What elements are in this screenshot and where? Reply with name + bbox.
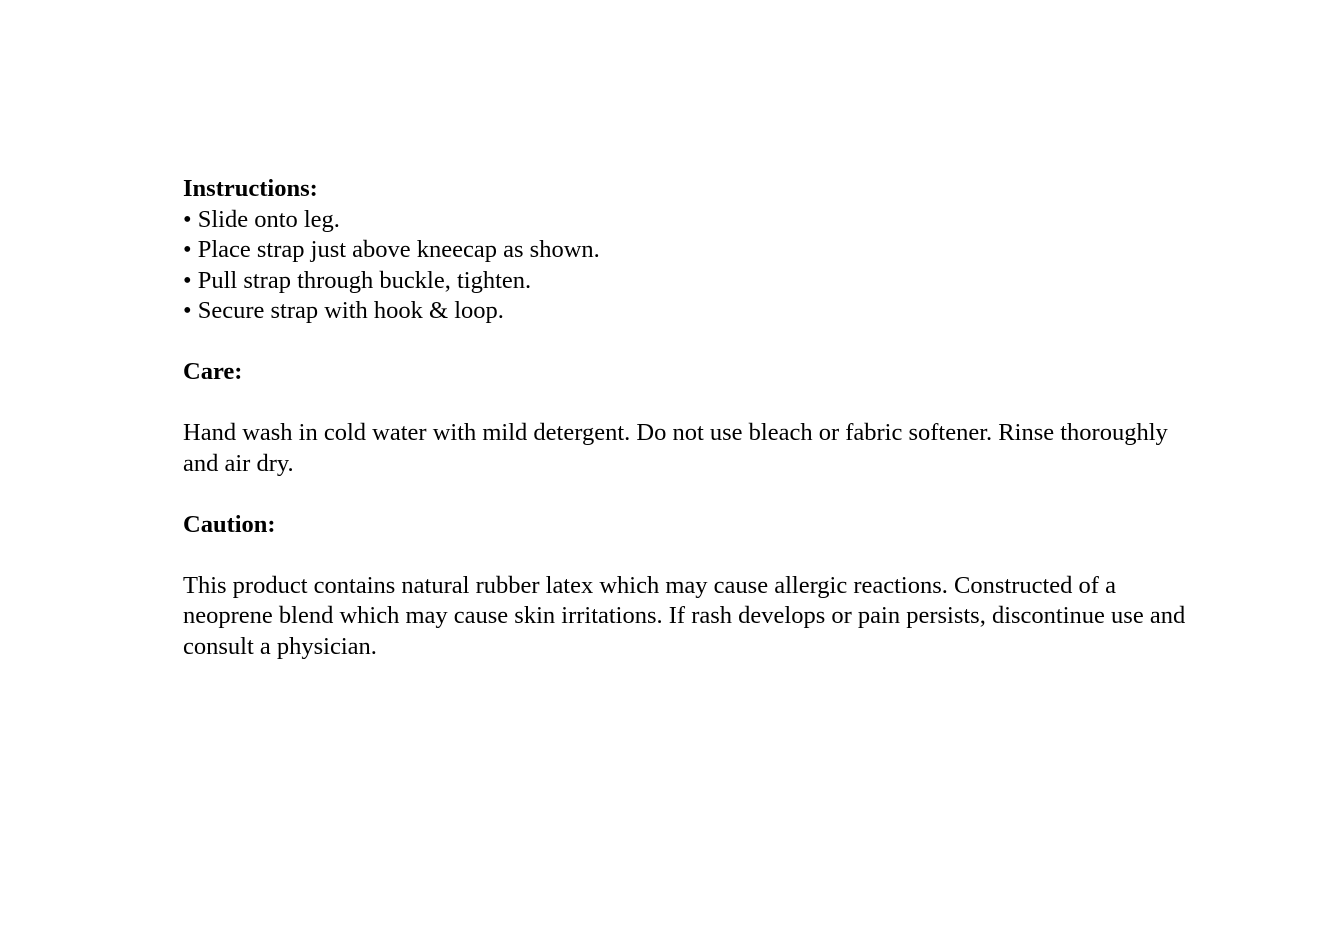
care-text: Hand wash in cold water with mild detergent. Do not use bleach or fabric softener. Rinse thoroughly and air dry.	[183, 419, 1168, 477]
instruction-item: • Slide onto leg.	[183, 205, 340, 233]
instruction-item: • Pull strap through buckle, tighten.	[183, 266, 532, 294]
document-body	[183, 174, 1203, 662]
care-heading: Care:	[183, 358, 243, 385]
instruction-item: • Secure strap with hook & loop.	[183, 297, 504, 324]
caution-heading: Caution:	[183, 510, 276, 538]
instructions-heading: Instructions:	[183, 175, 318, 202]
caution-text: This product contains natural rubber latex which may cause allergic reactions. Constructed of a neoprene blend which may cause skin irritations. If rash develops or pain persists, discontinue use and consult a physician.	[183, 571, 1186, 660]
instruction-item: • Place strap just above kneecap as shown.	[183, 236, 600, 263]
